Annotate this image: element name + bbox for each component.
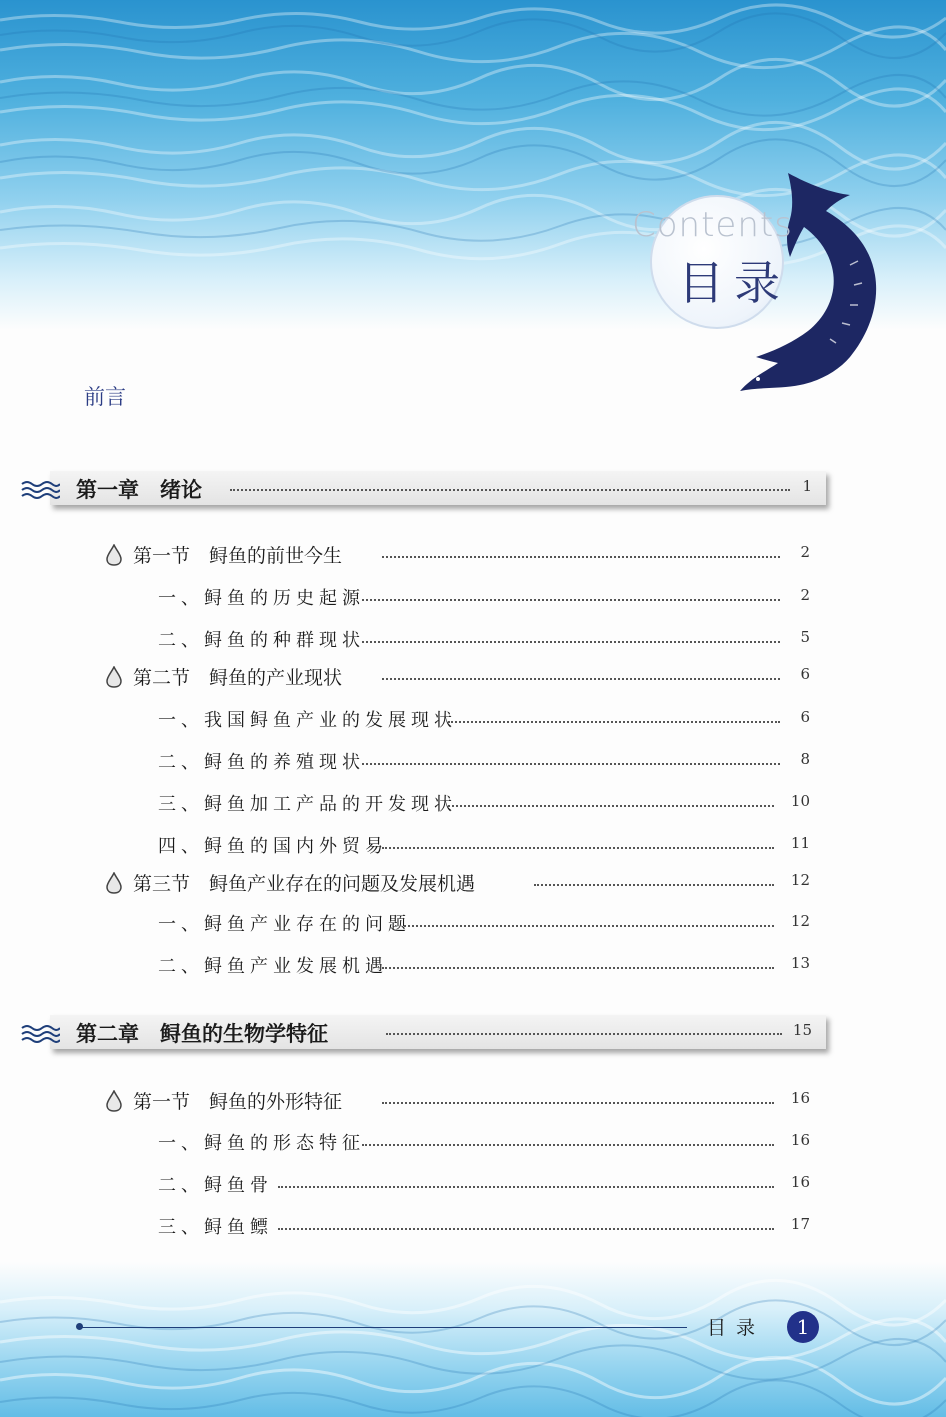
item-page: 10	[790, 792, 810, 810]
section-title: 第一节 鲟鱼的外形特征	[133, 1091, 343, 1113]
section-page: 6	[800, 665, 810, 683]
item-title: 一、鲟鱼产业存在的问题	[158, 914, 411, 935]
footer-label: 目录	[707, 1317, 766, 1339]
leader-dots	[362, 1144, 774, 1146]
toc-item[interactable]	[0, 706, 946, 734]
toc-item[interactable]	[0, 626, 946, 654]
section-page: 16	[790, 1089, 810, 1107]
section-title: 第二节 鲟鱼的产业现状	[133, 667, 343, 689]
leader-dots	[382, 678, 780, 680]
water-drop-icon	[105, 666, 123, 688]
toc-item[interactable]	[0, 832, 946, 860]
item-title: 二、鲟鱼骨	[158, 1175, 273, 1196]
toc-section[interactable]	[0, 869, 946, 897]
item-title: 二、鲟鱼的养殖现状	[158, 752, 365, 773]
footer-page-number: 1	[787, 1311, 819, 1343]
toc-section[interactable]	[0, 1087, 946, 1115]
leader-dots	[230, 489, 790, 491]
item-title: 三、鲟鱼加工产品的开发现状	[158, 794, 457, 815]
footer-rule	[82, 1327, 687, 1328]
toc-chapter[interactable]	[20, 471, 826, 509]
item-title: 一、我国鲟鱼产业的发展现状	[158, 710, 457, 731]
item-page: 12	[790, 912, 810, 930]
contents-badge	[630, 165, 880, 395]
leader-dots	[362, 763, 780, 765]
item-page: 11	[790, 834, 810, 852]
leader-dots	[448, 805, 774, 807]
chapter-page: 15	[792, 1021, 812, 1039]
toc-item[interactable]	[0, 748, 946, 776]
item-page: 16	[790, 1173, 810, 1191]
leader-dots	[382, 556, 780, 558]
item-page: 6	[800, 708, 810, 726]
item-title: 四、鲟鱼的国内外贸易	[158, 836, 388, 857]
toc-item[interactable]	[0, 1213, 946, 1241]
leader-dots	[382, 967, 774, 969]
contents-chinese-title: 目录	[678, 256, 790, 310]
wave-icon	[20, 479, 60, 501]
toc-item[interactable]	[0, 790, 946, 818]
water-drop-icon	[105, 1090, 123, 1112]
toc-section[interactable]	[0, 541, 946, 569]
item-title: 一、鲟鱼的形态特征	[158, 1133, 365, 1154]
leader-dots	[278, 1228, 774, 1230]
toc-preface[interactable]: 前言	[84, 385, 126, 409]
section-title: 第三节 鲟鱼产业存在的问题及发展机遇	[133, 873, 476, 895]
leader-dots	[278, 1186, 774, 1188]
section-page: 12	[790, 871, 810, 889]
chapter-title: 第二章 鲟鱼的生物学特征	[76, 1021, 328, 1046]
contents-english-title: Contents	[632, 205, 793, 245]
toc-item[interactable]	[0, 952, 946, 980]
item-page: 2	[800, 586, 810, 604]
toc-item[interactable]	[0, 1129, 946, 1157]
item-title: 二、鲟鱼产业发展机遇	[158, 956, 388, 977]
item-page: 17	[790, 1215, 810, 1233]
toc-section[interactable]	[0, 663, 946, 691]
wave-icon	[20, 1023, 60, 1045]
item-title: 三、鲟鱼鳔	[158, 1217, 273, 1238]
item-page: 8	[800, 750, 810, 768]
chapter-title: 第一章 绪论	[76, 477, 202, 502]
leader-dots	[382, 1102, 774, 1104]
item-page: 5	[800, 628, 810, 646]
item-title: 二、鲟鱼的种群现状	[158, 630, 365, 651]
item-page: 13	[790, 954, 810, 972]
leader-dots	[386, 1033, 782, 1035]
chapter-page: 1	[802, 477, 812, 495]
section-page: 2	[800, 543, 810, 561]
water-drop-icon	[105, 544, 123, 566]
leader-dots	[448, 721, 780, 723]
leader-dots	[382, 847, 774, 849]
item-page: 16	[790, 1131, 810, 1149]
leader-dots	[362, 599, 780, 601]
leader-dots	[534, 884, 774, 886]
toc-item[interactable]	[0, 1171, 946, 1199]
leader-dots	[404, 925, 774, 927]
item-title: 一、鲟鱼的历史起源	[158, 588, 365, 609]
leader-dots	[362, 641, 780, 643]
section-title: 第一节 鲟鱼的前世今生	[133, 545, 343, 567]
toc-item[interactable]	[0, 584, 946, 612]
water-drop-icon	[105, 872, 123, 894]
toc-item[interactable]	[0, 910, 946, 938]
toc-chapter[interactable]	[20, 1015, 826, 1053]
